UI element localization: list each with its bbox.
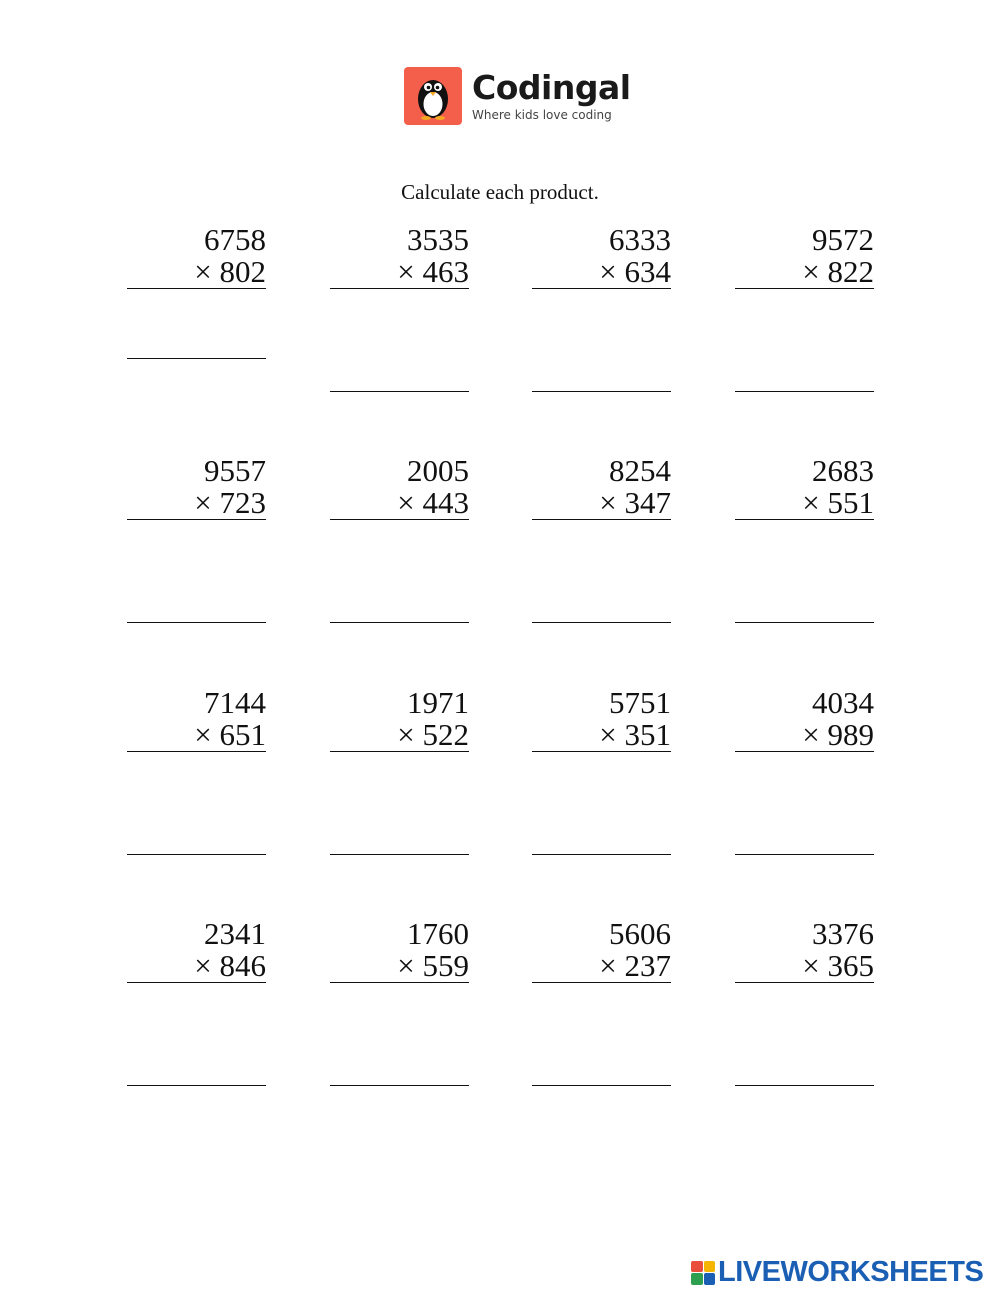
multiplier: × 463 xyxy=(330,256,469,289)
multiplier: × 822 xyxy=(735,256,874,289)
answer-blank-3[interactable] xyxy=(532,391,671,392)
problem-9 xyxy=(127,687,266,752)
problem-13 xyxy=(127,918,266,983)
answer-blank-6[interactable] xyxy=(330,622,469,623)
problem-5 xyxy=(127,455,266,520)
multiplier: × 723 xyxy=(127,487,266,520)
multiplicand: 6333 xyxy=(609,222,671,257)
problem-12 xyxy=(735,687,874,752)
multiplier: × 802 xyxy=(127,256,266,289)
multiplicand: 3535 xyxy=(407,222,469,257)
instruction-text: Calculate each product. xyxy=(401,180,599,204)
liveworksheets-icon xyxy=(691,1261,715,1285)
multiplier: × 846 xyxy=(127,950,266,983)
answer-blank-9[interactable] xyxy=(127,854,266,855)
multiplicand: 3376 xyxy=(812,916,874,951)
answer-blank-2[interactable] xyxy=(330,391,469,392)
multiplier: × 989 xyxy=(735,719,874,752)
multiplicand: 6758 xyxy=(204,222,266,257)
answer-blank-13[interactable] xyxy=(127,1085,266,1086)
multiplicand: 7144 xyxy=(204,685,266,720)
multiplier: × 634 xyxy=(532,256,671,289)
problem-6 xyxy=(330,455,469,520)
problem-4 xyxy=(735,224,874,289)
multiplier: × 522 xyxy=(330,719,469,752)
multiplicand: 1971 xyxy=(407,685,469,720)
answer-blank-15[interactable] xyxy=(532,1085,671,1086)
answer-blank-4[interactable] xyxy=(735,391,874,392)
multiplicand: 4034 xyxy=(812,685,874,720)
answer-blank-7[interactable] xyxy=(532,622,671,623)
multiplier: × 443 xyxy=(330,487,469,520)
problem-16 xyxy=(735,918,874,983)
multiplicand: 8254 xyxy=(609,453,671,488)
answer-blank-14[interactable] xyxy=(330,1085,469,1086)
problem-10 xyxy=(330,687,469,752)
problem-1 xyxy=(127,224,266,289)
problem-8 xyxy=(735,455,874,520)
answer-blank-11[interactable] xyxy=(532,854,671,855)
problem-3 xyxy=(532,224,671,289)
multiplier: × 365 xyxy=(735,950,874,983)
answer-blank-5[interactable] xyxy=(127,622,266,623)
problem-15 xyxy=(532,918,671,983)
multiplicand: 2005 xyxy=(407,453,469,488)
codingal-logo xyxy=(404,67,631,125)
answer-blank-10[interactable] xyxy=(330,854,469,855)
multiplier: × 347 xyxy=(532,487,671,520)
multiplier: × 651 xyxy=(127,719,266,752)
brand-tagline: Where kids love coding xyxy=(472,107,612,122)
multiplier: × 237 xyxy=(532,950,671,983)
problem-2 xyxy=(330,224,469,289)
problem-11 xyxy=(532,687,671,752)
multiplicand: 2683 xyxy=(812,453,874,488)
answer-blank-8[interactable] xyxy=(735,622,874,623)
multiplier: × 551 xyxy=(735,487,874,520)
problem-7 xyxy=(532,455,671,520)
multiplicand: 5751 xyxy=(609,685,671,720)
answer-blank-16[interactable] xyxy=(735,1085,874,1086)
multiplicand: 2341 xyxy=(204,916,266,951)
multiplicand: 9557 xyxy=(204,453,266,488)
answer-blank-1[interactable] xyxy=(127,358,266,359)
multiplicand: 9572 xyxy=(812,222,874,257)
multiplicand: 1760 xyxy=(407,916,469,951)
brand-name: Codingal xyxy=(472,67,631,107)
answer-blank-12[interactable] xyxy=(735,854,874,855)
multiplier: × 351 xyxy=(532,719,671,752)
liveworksheets-brand: LIVEWORKSHEETS xyxy=(718,1256,984,1288)
problem-14 xyxy=(330,918,469,983)
liveworksheets-logo xyxy=(691,1256,983,1289)
multiplier: × 559 xyxy=(330,950,469,983)
penguin-icon xyxy=(404,67,462,125)
multiplicand: 5606 xyxy=(609,916,671,951)
